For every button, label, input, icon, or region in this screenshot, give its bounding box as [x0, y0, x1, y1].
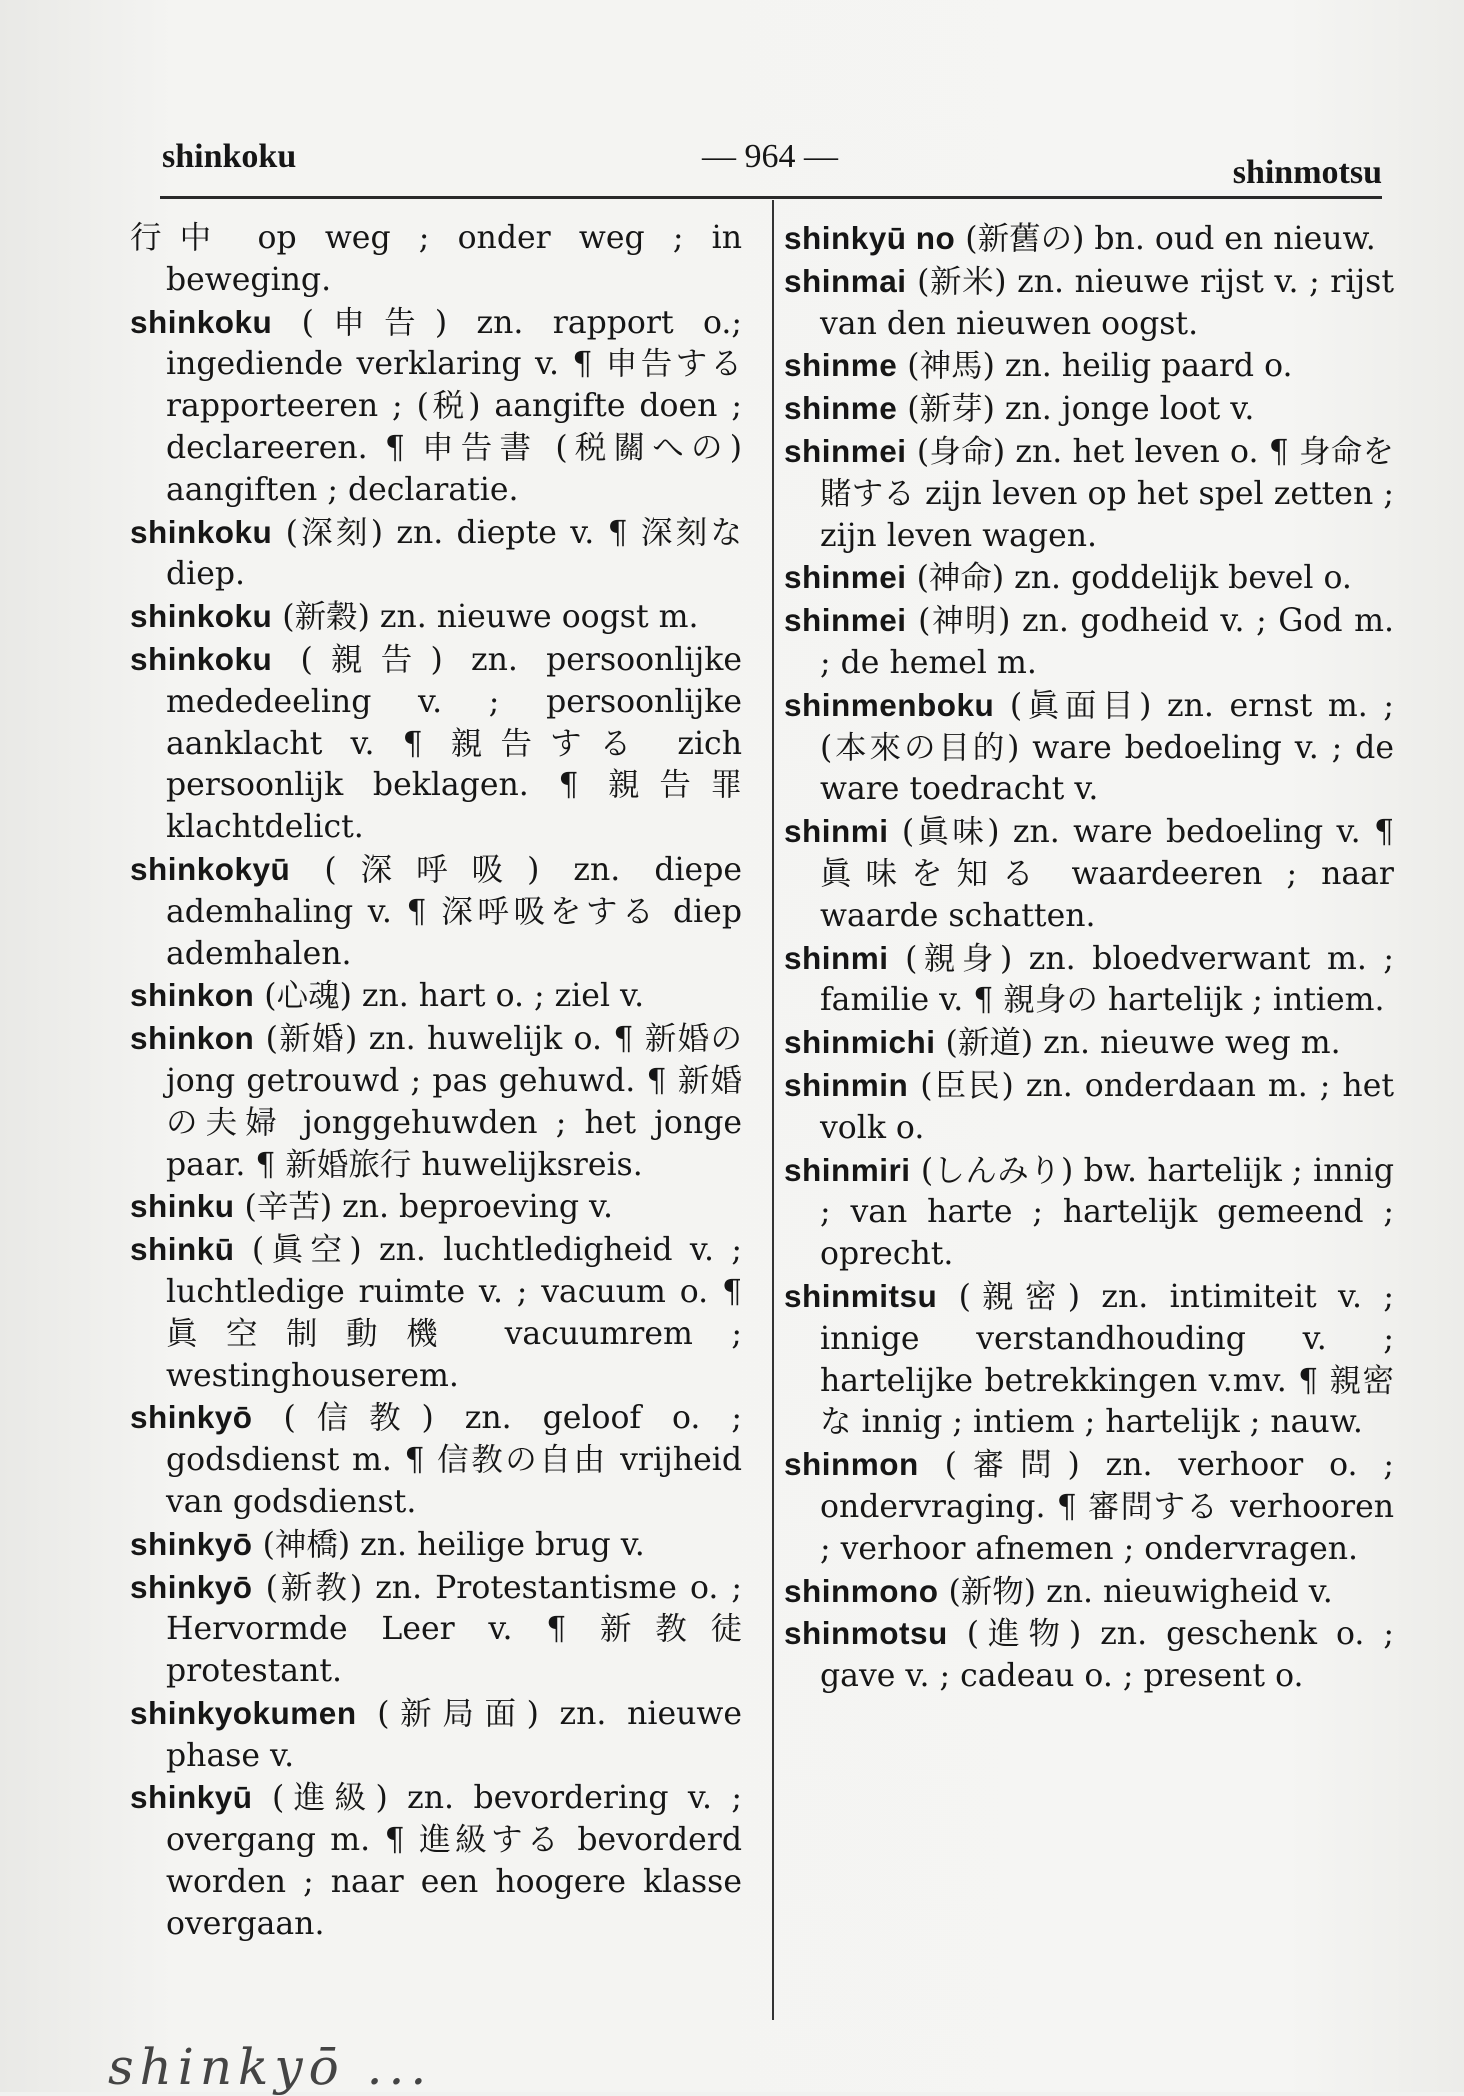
page-number: — 964 — [702, 138, 838, 175]
headword: shinkū [130, 1231, 235, 1268]
dictionary-entry [130, 302, 742, 512]
dictionary-entry [784, 1276, 1394, 1444]
entry-definition: (親告) zn. persoonlijke mededeeling v. ; persoonlijke aanklacht v. ¶ 親告する zich persoonlijk beklagen. ¶ 親告罪 klachtdelict. [166, 641, 742, 846]
dictionary-entry [784, 1065, 1394, 1150]
headword: shinkyō [130, 1568, 253, 1605]
dictionary-entry [784, 600, 1394, 685]
entry-definition: (深呼吸) zn. diepe ademhaling v. ¶ 深呼吸をする diep ademhalen. [166, 851, 742, 972]
headword: shinkyū [130, 1779, 253, 1816]
entry-definition: (新物) zn. nieuwigheid v. [948, 1573, 1333, 1610]
entry-definition: (眞面目) zn. ernst m. ; (本來の目的) ware bedoeling v. ; de ware toedracht v. [820, 687, 1395, 808]
dictionary-entry [130, 1397, 742, 1523]
running-head-right: shinmotsu [1232, 154, 1382, 191]
running-head-left: shinkoku [162, 138, 297, 175]
entry-definition: 行中 op weg ; onder weg ; in beweging. [130, 220, 742, 298]
entry-definition: (申告) zn. rapport o.; ingediende verklaring v. ¶ 申告する rapporteeren ; (税) aangifte doen ; declareeren. ¶ 申告書 (税關への) aangiften ; declaratie. [166, 304, 742, 508]
header-rule [160, 196, 1382, 199]
dictionary-entry [784, 938, 1394, 1023]
entry-definition: (新教) zn. Protestantisme o. ; Hervormde Leer v. ¶ 新教徒 protestant. [166, 1569, 743, 1690]
headword: shinmono [784, 1572, 939, 1609]
headword: shinmin [784, 1066, 909, 1103]
entry-definition: (親密) zn. intimiteit v. ; innige verstandhouding v. ; hartelijke betrekkingen v.mv. ¶ 親密な innig ; intiem ; hartelijk ; nauw. [820, 1278, 1394, 1441]
headword: shinkoku [130, 598, 273, 635]
dictionary-entry [784, 1571, 1394, 1614]
dictionary-entry [784, 218, 1394, 261]
headword: shinmenboku [784, 686, 995, 723]
entry-definition: (親身) zn. bloedverwant m. ; familie v. ¶ 親身の hartelijk ; intiem. [820, 940, 1394, 1019]
headword: shinme [784, 390, 898, 427]
headword: shinkoku [130, 640, 273, 677]
entry-definition: (しんみり) bw. hartelijk ; innig ; van harte ; hartelijk gemeend ; oprecht. [820, 1152, 1395, 1273]
headword: shinkoku [130, 513, 273, 550]
headword: shinmei [784, 602, 907, 639]
dictionary-entry [784, 1444, 1394, 1570]
headword: shinkyokumen [130, 1694, 357, 1731]
entry-definition: (新局面) zn. nieuwe phase v. [166, 1695, 743, 1774]
headword: shinku [130, 1188, 235, 1225]
dictionary-entry [784, 431, 1394, 557]
entry-definition: (進物) zn. geschenk o. ; gave v. ; cadeau o. ; present o. [820, 1616, 1394, 1695]
dictionary-entry [130, 639, 742, 849]
dictionary-entry [130, 1567, 742, 1693]
entry-definition: (心魂) zn. hart o. ; ziel v. [264, 978, 645, 1015]
column-divider [772, 200, 774, 2020]
entry-definition: (信教) zn. geloof o. ; godsdienst m. ¶ 信教の自由 vrijheid van godsdienst. [166, 1400, 742, 1520]
entry-definition: (神明) zn. godheid v. ; God m. ; de hemel m. [820, 603, 1395, 681]
dictionary-entry [784, 557, 1394, 600]
entry-definition: (新穀) zn. nieuwe oogst m. [282, 599, 699, 636]
headword: shinmi [784, 813, 889, 850]
headword: shinmei [784, 559, 907, 596]
dictionary-entry [130, 1186, 742, 1229]
headword: shinkyō [130, 1525, 253, 1562]
headword: shinmai [784, 262, 907, 299]
entry-definition: (眞空) zn. luchtledigheid v. ; luchtledige ruimte v. ; vacuum o. ¶ 眞空制動機 vacuumrem ; westinghouserem. [166, 1232, 742, 1394]
headword: shinkon [130, 977, 255, 1014]
entry-definition: (神命) zn. goddelijk bevel o. [916, 560, 1352, 597]
left-column [130, 218, 742, 1946]
dictionary-entry [784, 811, 1394, 937]
dictionary-entry [130, 849, 742, 975]
headword: shinkokyū [130, 850, 291, 887]
dictionary-entry [130, 512, 742, 597]
entry-definition: (辛苦) zn. beproeving v. [244, 1189, 614, 1226]
entry-definition: (新道) zn. nieuwe weg m. [945, 1025, 1341, 1062]
dictionary-entry [130, 1777, 742, 1945]
dictionary-entry [130, 1524, 742, 1567]
dictionary-entry [784, 388, 1394, 431]
headword: shinkyū no [784, 220, 956, 256]
entry-definition: (新芽) zn. jonge loot v. [907, 391, 1255, 428]
headword: shinmiri [784, 1151, 911, 1188]
dictionary-entry [130, 1018, 742, 1186]
dictionary-entry [784, 345, 1394, 388]
headword: shinmotsu [784, 1615, 948, 1652]
entry-definition: (新舊の) bn. oud en nieuw. [965, 221, 1376, 257]
dictionary-entry [130, 218, 742, 302]
dictionary-entry [784, 685, 1394, 811]
entry-definition: (臣民) zn. onderdaan m. ; het volk o. [820, 1067, 1395, 1146]
dictionary-entry [784, 1150, 1394, 1276]
headword: shinkoku [130, 303, 273, 340]
dictionary-entry [130, 1229, 742, 1397]
entry-definition: (審問) zn. verhoor o. ; ondervraging. ¶ 審問する verhooren ; verhoor afnemen ; ondervragen. [820, 1447, 1394, 1567]
dictionary-entry [784, 261, 1394, 346]
headword: shinmichi [784, 1024, 936, 1061]
entry-definition: (新婚) zn. huwelijk o. ¶ 新婚の jong getrouwd ; pas gehuwd. ¶ 新婚の夫婦 jonggehuwden ; het jonge paar. ¶ 新婚旅行 huwelijksreis. [166, 1021, 742, 1183]
entry-definition: (神橋) zn. heilige brug v. [262, 1526, 645, 1563]
entry-definition: (眞味) zn. ware bedoeling v. ¶ 眞味を知る waardeeren ; naar waarde schatten. [820, 814, 1394, 934]
entry-definition: (身命) zn. het leven o. ¶ 身命を賭する zijn leven op het spel zetten ; zijn leven wagen. [820, 433, 1395, 554]
headword: shinmi [784, 939, 889, 976]
headword: shinmon [784, 1446, 919, 1483]
dictionary-entry [130, 596, 742, 639]
entry-definition: (神馬) zn. heilig paard o. [907, 348, 1293, 385]
headword: shinmitsu [784, 1277, 938, 1314]
dictionary-entry [130, 975, 742, 1018]
entry-definition: (進級) zn. bevordering v. ; overgang m. ¶ 進級する bevorderd worden ; naar een hoogere klasse overgaan. [166, 1780, 742, 1942]
handwritten-note: shinkyō ... [108, 2038, 433, 2096]
headword: shinme [784, 347, 898, 384]
right-column [784, 218, 1394, 1698]
headword: shinkyō [130, 1399, 253, 1436]
headword: shinkon [130, 1020, 255, 1057]
dictionary-entry [130, 1693, 742, 1778]
dictionary-entry [784, 1613, 1394, 1698]
dictionary-entry [784, 1022, 1394, 1065]
headword: shinmei [784, 432, 907, 469]
entry-definition: (深刻) zn. diepte v. ¶ 深刻な diep. [166, 514, 743, 593]
entry-definition: (新米) zn. nieuwe rijst v. ; rijst van den nieuwen oogst. [820, 263, 1395, 342]
